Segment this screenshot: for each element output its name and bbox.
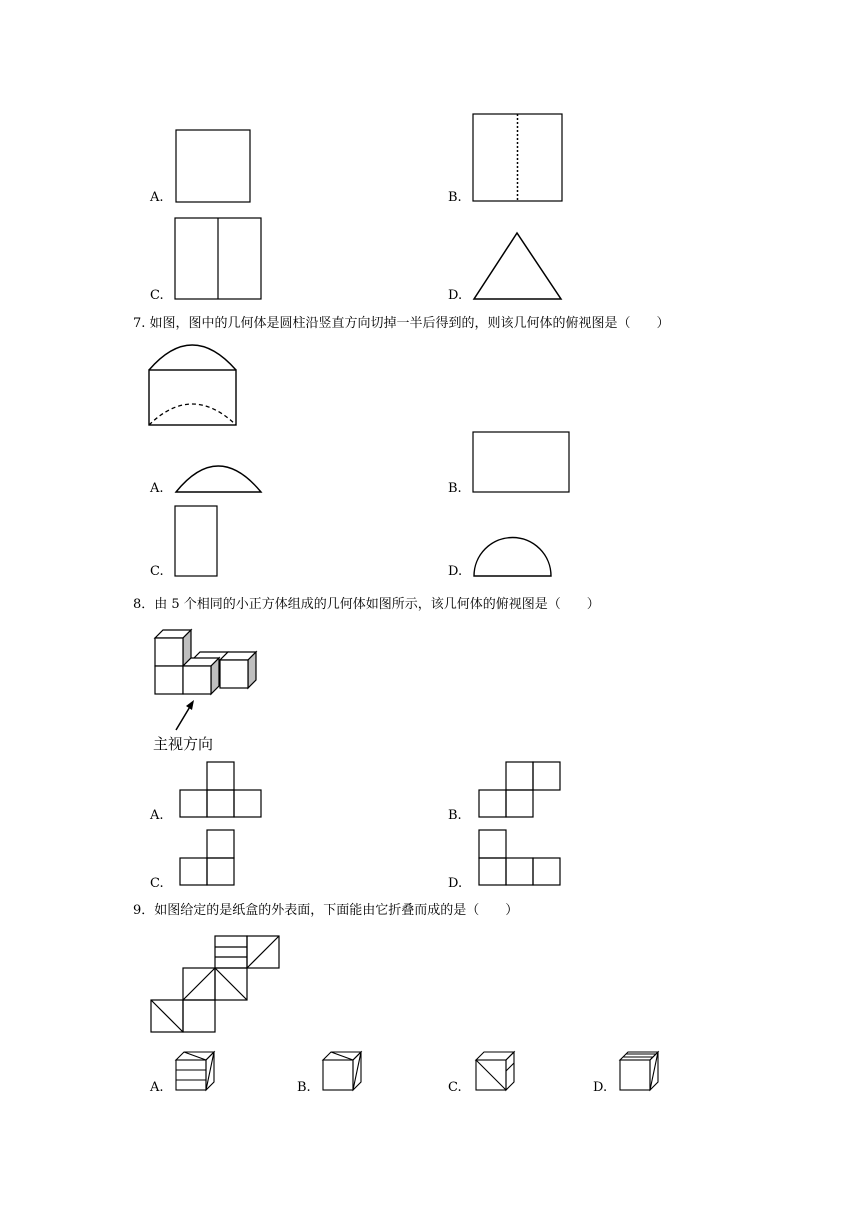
q6-option-b-label: B.: [448, 190, 462, 205]
q7-option-d-label: D.: [448, 564, 463, 579]
q8-option-c-label: C.: [150, 876, 164, 891]
q9-option-c-label: C.: [448, 1080, 462, 1095]
q6-option-c-label: C.: [150, 288, 164, 303]
q6-option-d-label: D.: [448, 288, 463, 303]
q8-question-text: 8．由 5 个相同的小正方体组成的几何体如图所示，该几何体的俯视图是（ ）: [133, 597, 600, 612]
q6-option-a-label: A.: [150, 190, 164, 205]
q7-option-a-label: A.: [150, 481, 164, 496]
q7-option-c-label: C.: [150, 564, 164, 579]
q7-question-text: 7. 如图，图中的几何体是圆柱沿竖直方向切掉一半后得到的，则该几何体的俯视图是（ ）: [133, 316, 670, 331]
q8-option-b-label: B.: [448, 808, 462, 823]
q8-option-d-label: D.: [448, 876, 463, 891]
q9-option-a-label: A.: [150, 1080, 164, 1095]
q9-question-text: 9．如图给定的是纸盒的外表面，下面能由它折叠而成的是（ ）: [133, 903, 519, 918]
q8-option-a-label: A.: [150, 808, 164, 823]
view-direction-caption: 主视方向: [153, 735, 214, 753]
q7-option-b-label: B.: [448, 481, 462, 496]
q9-option-b-label: B.: [297, 1080, 311, 1095]
q9-option-d-label: D.: [593, 1080, 608, 1095]
